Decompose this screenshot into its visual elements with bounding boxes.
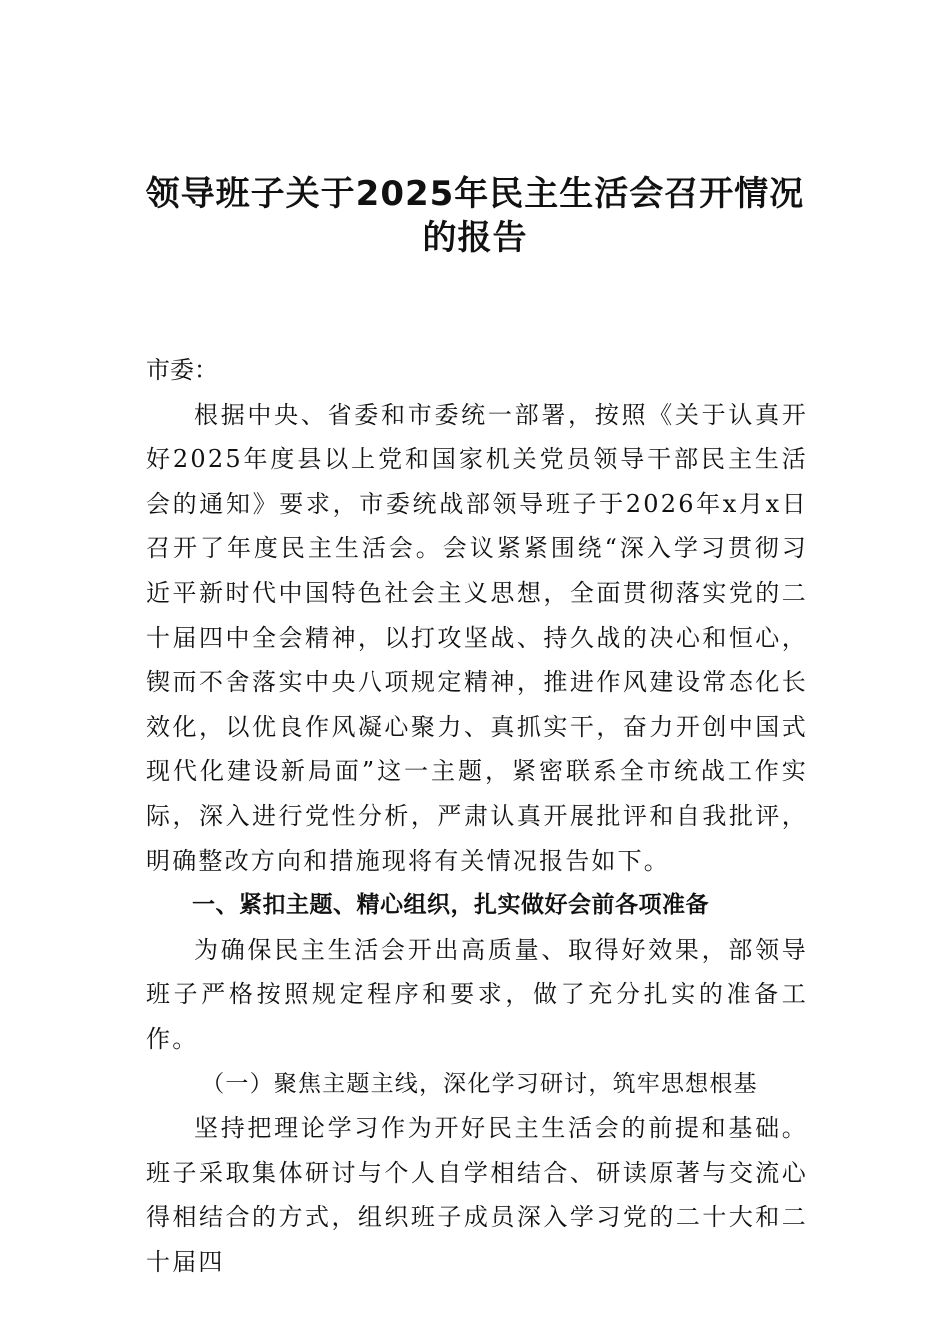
document-title-line-2: 的报告 — [422, 218, 528, 258]
paragraph-intro: 根据中央、省委和市委统一部署，按照《关于认真开好2025年度县以上党和国家机关党员领导干部民主生活会的通知》要求，市委统战部领导班子于2026年x月x日召开了年度民主生活会。会议紧紧围绕“深入学习贯彻习近平新时代中国特色社会主义思想，全面贯彻落实党的二十届四中全会精神，以打攻坚战、持久战的决心和恒心，锲而不舍落实中央八项规定精神，推进作风建设常态化长效化，以优良作风凝心聚力、真抓实干，奋力开创中国式现代化建设新局面”这一主题，紧密联系全市统战工作实际，深入进行党性分析，严肃认真开展批评和自我批评，明确整改方向和措施现将有关情况报告如下。 — [146, 400, 808, 875]
salutation: 市委： — [146, 356, 218, 384]
document-body — [146, 348, 808, 1284]
document-title-line-1: 领导班子关于2025年民主生活会召开情况 — [145, 174, 805, 214]
subsection-heading-1: （一）聚焦主题主线，深化学习研讨，筑牢思想根基 — [201, 1070, 758, 1097]
paragraph-section-1: 为确保民主生活会开出高质量、取得好效果，部领导班子严格按照规定程序和要求，做了充分扎实的准备工作。 — [146, 935, 808, 1053]
paragraph-subsection-1: 坚持把理论学习作为开好民主生活会的前提和基础。班子采取集体研讨与个人自学相结合、研读原著与交流心得相结合的方式，组织班子成员深入学习党的二十大和二十届四 — [146, 1114, 808, 1276]
section-heading-1: 一、紧扣主题、精心组织，扎实做好会前各项准备 — [192, 892, 709, 919]
